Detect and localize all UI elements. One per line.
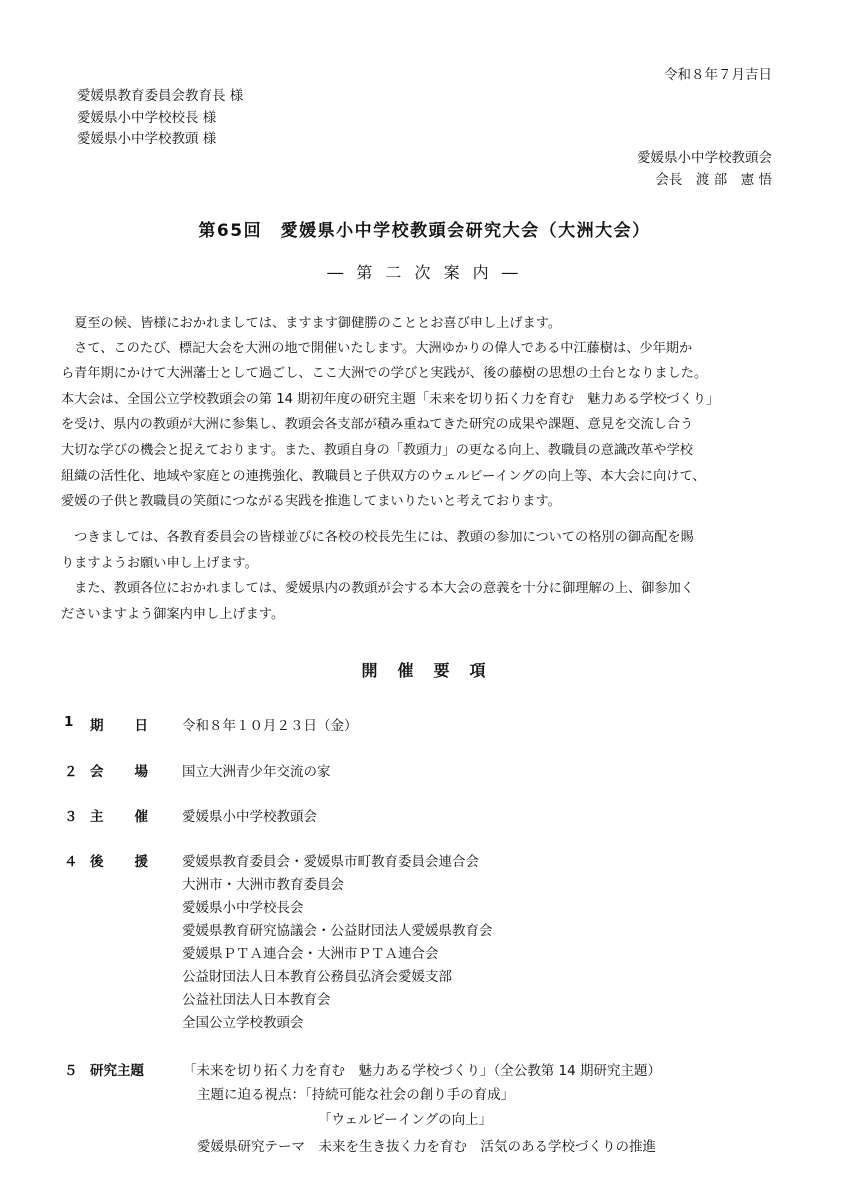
body-line: 大切な学びの機会と捉えております。また、教頭自身の「教頭力」の更なる向上、教職員の意識改革や学校	[61, 443, 693, 458]
document-title: 第65回 愛媛県小中学校教頭会研究大会（大洲大会）	[198, 221, 651, 241]
body-line: 夏至の候、皆様におかれましては、ますます御健勝のこととお喜び申し上げます。	[61, 316, 562, 331]
prefecture-research-theme: 愛媛県研究テーマ 未来を生き抜く力を育む 活気のある学校づくりの推進	[197, 1139, 656, 1155]
body-line: つきましては、各教育委員会の皆様並びに各校の校長先生には、教頭の参加についての格別の御高配を賜	[61, 530, 694, 545]
item-number: ４	[64, 854, 78, 870]
sponsor-line: 愛媛県教育委員会・愛媛県市町教育委員会連合会	[182, 854, 479, 870]
sponsor-line: 全国公立学校教頭会	[182, 1015, 304, 1031]
item-label-char: 催	[134, 809, 148, 825]
section-heading: 開 催 要 項	[361, 661, 488, 680]
item-label-char: 場	[134, 764, 148, 780]
item-number: 1	[64, 714, 74, 730]
body-line: 愛媛の子供と教職員の笑顔につながる実践を推進してまいりたいと考えております。	[61, 494, 561, 509]
body-line: また、教頭各位におかれましては、愛媛県内の教頭が会する本大会の意義を十分に御理解の上、御参加く	[61, 581, 694, 596]
item-label-char: 会	[90, 764, 104, 780]
body-line: 本大会は、全国公立学校教頭会の第 14 期初年度の研究主題「未来を切り拓く力を育む 魅力ある学校づくり」	[61, 392, 720, 407]
item-number: ２	[64, 764, 78, 780]
research-theme-viewpoint: 主題に迫る視点：「持続可能な社会の創り手の育成」	[197, 1087, 515, 1103]
item-label-char: 後	[90, 854, 104, 870]
item-label-char: 主	[90, 809, 104, 825]
event-date: 令和８年１０月２３日（金）	[182, 718, 358, 734]
sender-name: 会長 渡 部 憲 悟	[655, 172, 772, 188]
body-line: りますようお願い申し上げます。	[61, 556, 258, 571]
research-theme-main: 「未来を切り拓く力を育む 魅力ある学校づくり」（全公教第 14 期研究主題）	[183, 1063, 662, 1079]
research-theme-viewpoint: 「ウェルビーイングの向上」	[318, 1112, 493, 1128]
document-subtitle: ― 第 二 次 案 内 ―	[327, 263, 522, 282]
body-line: を受け、県内の教頭が大洲に参集し、教頭会各支部が積み重ねてきた研究の成果や課題、意見を交流し合う	[61, 417, 694, 432]
sponsor-line: 大洲市・大洲市教育委員会	[182, 877, 344, 893]
sponsor-line: 公益社団法人日本教育会	[182, 992, 331, 1008]
event-venue: 国立大洲青少年交流の家	[182, 764, 331, 780]
item-label-venue	[90, 760, 148, 780]
sponsor-line: 愛媛県ＰＴＡ連合会・大洲市ＰＴＡ連合会	[182, 946, 439, 962]
addressee-line: 愛媛県教育委員会教育長 様	[77, 88, 244, 104]
body-line: さて、このたび、標記大会を大洲の地で開催いたします。大洲ゆかりの偉人である中江藤樹は、少年期か	[61, 341, 693, 356]
body-line: 組織の活性化、地域や家庭との連携強化、教職員と子供双方のウェルビーイングの向上等、本大会に向けて、	[61, 469, 706, 484]
addressee-line: 愛媛県小中学校校長 様	[77, 110, 217, 126]
item-number: ５	[64, 1063, 78, 1079]
event-organizer: 愛媛県小中学校教頭会	[182, 809, 317, 825]
item-label-organizer	[90, 805, 148, 825]
body-line: ら青年期にかけて大洲藩士として過ごし、ここ大洲での学びと実践が、後の藤樹の思想の土台となりました。	[61, 366, 708, 381]
item-label-research-theme: 研究主題	[90, 1063, 144, 1079]
sponsor-line: 愛媛県教育研究協議会・公益財団法人愛媛県教育会	[182, 923, 493, 939]
item-number: ３	[64, 809, 78, 825]
addressee-line: 愛媛県小中学校教頭 様	[77, 131, 217, 147]
item-label-date	[90, 714, 148, 734]
item-label-char: 日	[134, 718, 148, 734]
item-label-sponsors	[90, 850, 148, 870]
item-label-char: 期	[90, 718, 104, 734]
item-label-char: 援	[134, 854, 148, 870]
document-date: 令和８年７月吉日	[664, 67, 772, 83]
sponsor-line: 公益財団法人日本教育公務員弘済会愛媛支部	[182, 969, 452, 985]
sender-organization: 愛媛県小中学校教頭会	[637, 150, 772, 166]
body-line: ださいますよう御案内申し上げます。	[61, 607, 285, 622]
sponsor-line: 愛媛県小中学校長会	[182, 900, 304, 916]
